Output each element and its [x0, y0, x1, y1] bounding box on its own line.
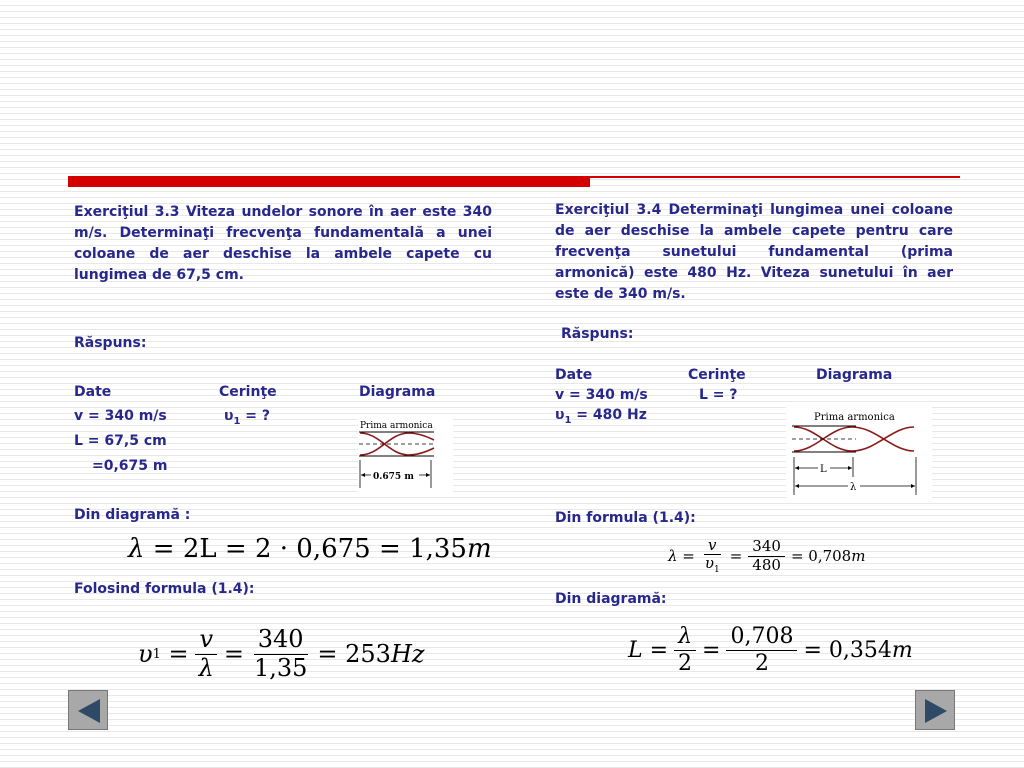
left-given-v: v = 340 m/s [74, 408, 167, 424]
left-col-diagrama: Diagrama [359, 384, 436, 400]
left-exercise-text: Viteza undelor sonore în aer este 340 m/s. Determinaţi frecvenţa fundamentală a unei coloane de aer deschise la ambele capete cu lungimea de 67,5 cm. [74, 204, 492, 283]
right-exercise-statement [555, 200, 953, 305]
right-from-diagram: Din diagramă: [555, 591, 667, 607]
left-given-L-meters: =0,675 m [92, 458, 168, 474]
left-diagram-title: Prima armonica [360, 421, 433, 431]
right-diagram-title: Prima armonica [814, 412, 895, 423]
left-answer-label: Răspuns: [74, 335, 147, 351]
right-exercise-text: Determinaţi lungimea unei coloane de aer deschise la ambele capete pentru care frecvenţa sunetului fundamental (prima armonică) este 480 Hz. Viteza sunetului în aer este de 340 m/s. [555, 202, 953, 302]
right-given-v: v = 340 m/s [555, 387, 648, 403]
next-slide-button[interactable] [915, 690, 955, 730]
right-formula-label: Din formula (1.4): [555, 510, 696, 526]
left-exercise-label: Exerciţiul 3.3 [74, 204, 180, 220]
previous-arrow-icon [78, 699, 100, 723]
next-arrow-icon [925, 699, 947, 723]
eq-frequency: υ 1 = $\frac{v}{\lambda}$ = $\frac{340}{1,35}$ = 253 Hz [138, 624, 425, 682]
eq-length-right: L = $\frac{\lambda}{2}$ = $\frac{0,708}{2}$ = 0,354 m [628, 624, 913, 676]
right-diagram-L: L [820, 464, 827, 475]
left-given-L: L = 67,5 cm [74, 433, 167, 449]
eq-wavelength: λ = 2L = 2 · 0,675 = 1,35 m [128, 534, 492, 564]
eq-wavelength-right: λ = $\frac{v}{\upsilon_1}$ = $\frac{340}{480}$ = 0,708 m [668, 535, 866, 575]
right-harmonic-diagram [786, 407, 932, 503]
left-col-date: Date [74, 384, 112, 400]
left-diagram-length: 0.675 m [373, 472, 414, 482]
right-answer-label: Răspuns: [561, 326, 634, 342]
left-from-diagram: Din diagramă : [74, 507, 191, 523]
right-exercise-label: Exerciţiul 3.4 [555, 202, 662, 218]
right-col-date: Date [555, 367, 593, 383]
left-col-cerinte: Cerinţe [219, 384, 277, 400]
previous-slide-button[interactable] [68, 690, 108, 730]
left-harmonic-diagram [358, 418, 453, 496]
right-col-cerinte: Cerinţe [688, 367, 746, 383]
left-unknown: $\upsilon_1$ = ? [224, 408, 271, 427]
right-col-diagrama: Diagrama [816, 367, 893, 383]
right-unknown: L = ? [699, 387, 738, 403]
right-given-f: $\upsilon_1 = 480$ Hz [555, 407, 647, 426]
right-diagram-lambda: λ [850, 482, 857, 493]
left-exercise-statement [74, 202, 492, 286]
left-formula-label: Folosind formula (1.4): [74, 581, 255, 597]
